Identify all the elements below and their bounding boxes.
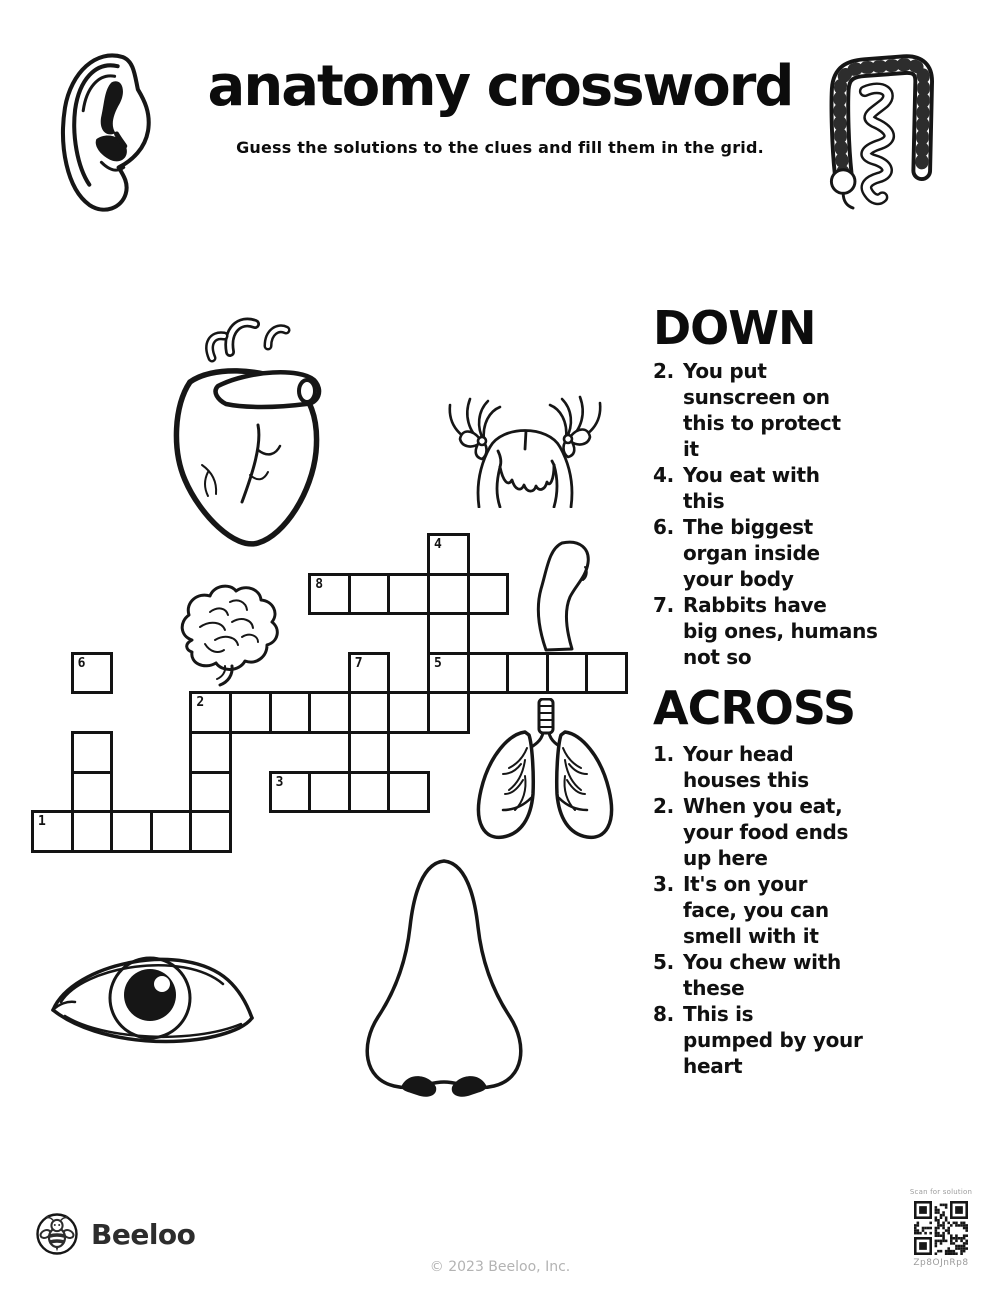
crossword-cell-number: 5	[434, 655, 442, 671]
crossword-cell[interactable]	[348, 691, 391, 734]
down-clue-list	[653, 358, 998, 670]
crossword-cell[interactable]	[387, 691, 430, 734]
ear-icon	[48, 52, 166, 214]
bee-icon	[35, 1212, 79, 1256]
page-title: anatomy crossword	[207, 54, 793, 119]
clue-text: It's on your face, you can smell with it	[683, 871, 829, 948]
clue-number: 8.	[653, 1001, 674, 1026]
clue-item	[653, 741, 998, 793]
clue-text: The biggest organ inside your body	[683, 515, 820, 592]
clue-item	[653, 1001, 998, 1079]
clue-item	[653, 793, 998, 871]
crossword-cell[interactable]	[71, 652, 114, 695]
crossword-cell[interactable]	[506, 652, 549, 695]
crossword-cell[interactable]	[308, 691, 351, 734]
qr-block	[905, 1188, 977, 1268]
clue-item	[653, 358, 998, 462]
across-clue-list	[653, 741, 998, 1079]
copyright-text: © 2023 Beeloo, Inc.	[429, 1259, 571, 1275]
crossword-cell[interactable]	[31, 810, 74, 853]
brand-name: Beeloo	[91, 1217, 196, 1251]
crossword-cell-number: 2	[196, 695, 205, 711]
crossword-cell-number: 1	[38, 814, 46, 830]
knee-icon	[522, 537, 597, 652]
crossword-cell-number: 7	[354, 655, 363, 671]
crossword-cell[interactable]	[269, 771, 312, 814]
eye-icon	[43, 938, 258, 1063]
down-clues-section	[653, 301, 998, 670]
clue-item	[653, 871, 998, 949]
down-heading: DOWN	[653, 301, 816, 355]
beeloo-logo	[35, 1211, 265, 1257]
crossword-cell[interactable]	[308, 771, 351, 814]
crossword-cell[interactable]	[387, 771, 430, 814]
crossword-cell[interactable]	[189, 810, 232, 853]
crossword-cell[interactable]	[189, 691, 232, 734]
clue-number: 1.	[653, 741, 674, 766]
crossword-cell[interactable]	[467, 652, 510, 695]
crossword-cell[interactable]	[71, 771, 114, 814]
across-heading: ACROSS	[653, 681, 856, 736]
clue-number: 3.	[653, 871, 674, 896]
pigtail-hair-icon	[430, 383, 620, 508]
crossword-cell[interactable]	[427, 691, 470, 734]
crossword-cell[interactable]	[348, 731, 391, 774]
page-subtitle: Guess the solutions to the clues and fill them in the grid.	[236, 138, 764, 157]
crossword-cell[interactable]	[348, 573, 391, 616]
clue-text: Your head houses this	[683, 741, 809, 792]
crossword-cell[interactable]	[348, 771, 391, 814]
clue-item	[653, 592, 998, 670]
crossword-cell[interactable]	[308, 573, 351, 616]
clue-number: 2.	[653, 359, 674, 384]
clue-text: You eat with this	[683, 463, 820, 514]
crossword-cell-number: 4	[434, 537, 442, 552]
large-intestine-icon	[810, 48, 950, 210]
clue-item	[653, 514, 998, 592]
crossword-cell-number: 8	[315, 576, 324, 592]
anatomical-heart-icon	[160, 310, 335, 560]
crossword-cell[interactable]	[348, 652, 391, 695]
crossword-cell[interactable]	[585, 652, 628, 695]
clues-panel	[653, 301, 998, 1079]
clue-text: You put sunscreen on this to protect it	[683, 359, 841, 462]
clue-text: When you eat, your food ends up here	[683, 793, 849, 870]
crossword-cell[interactable]	[110, 810, 153, 853]
clue-number: 5.	[653, 949, 674, 974]
crossword-cell[interactable]	[71, 810, 114, 853]
clue-number: 7.	[653, 593, 674, 618]
clue-number: 6.	[653, 515, 674, 540]
crossword-cell[interactable]	[427, 612, 470, 655]
crossword-cell[interactable]	[427, 573, 470, 616]
crossword-cell[interactable]	[189, 771, 232, 814]
crossword-cell[interactable]	[269, 691, 312, 734]
crossword-cell[interactable]	[427, 652, 470, 695]
brain-icon	[170, 582, 285, 687]
clue-text: This is pumped by your heart	[683, 1001, 863, 1078]
qr-code-text: Zp8OJnRp8	[913, 1258, 969, 1268]
crossword-cell[interactable]	[467, 573, 510, 616]
crossword-cell[interactable]	[427, 533, 470, 576]
crossword-cell-number: 6	[77, 655, 86, 671]
crossword-cell[interactable]	[150, 810, 193, 853]
crossword-cell[interactable]	[229, 691, 272, 734]
qr-label: Scan for solution	[909, 1188, 973, 1196]
qr-code	[914, 1201, 968, 1255]
clue-text: Rabbits have big ones, humans not so	[683, 593, 878, 670]
clue-text: You chew with these	[683, 949, 841, 1000]
crossword-cell[interactable]	[71, 731, 114, 774]
clue-item	[653, 462, 998, 514]
lungs-icon	[465, 698, 625, 846]
crossword-cell-number: 3	[275, 774, 284, 790]
crossword-cell[interactable]	[546, 652, 589, 695]
nose-icon	[352, 855, 537, 1105]
clue-number: 4.	[653, 463, 674, 488]
clue-item	[653, 949, 998, 1001]
across-clues-section	[653, 681, 998, 1078]
clue-number: 2.	[653, 793, 674, 818]
crossword-cell[interactable]	[387, 573, 430, 616]
crossword-cell[interactable]	[189, 731, 232, 774]
